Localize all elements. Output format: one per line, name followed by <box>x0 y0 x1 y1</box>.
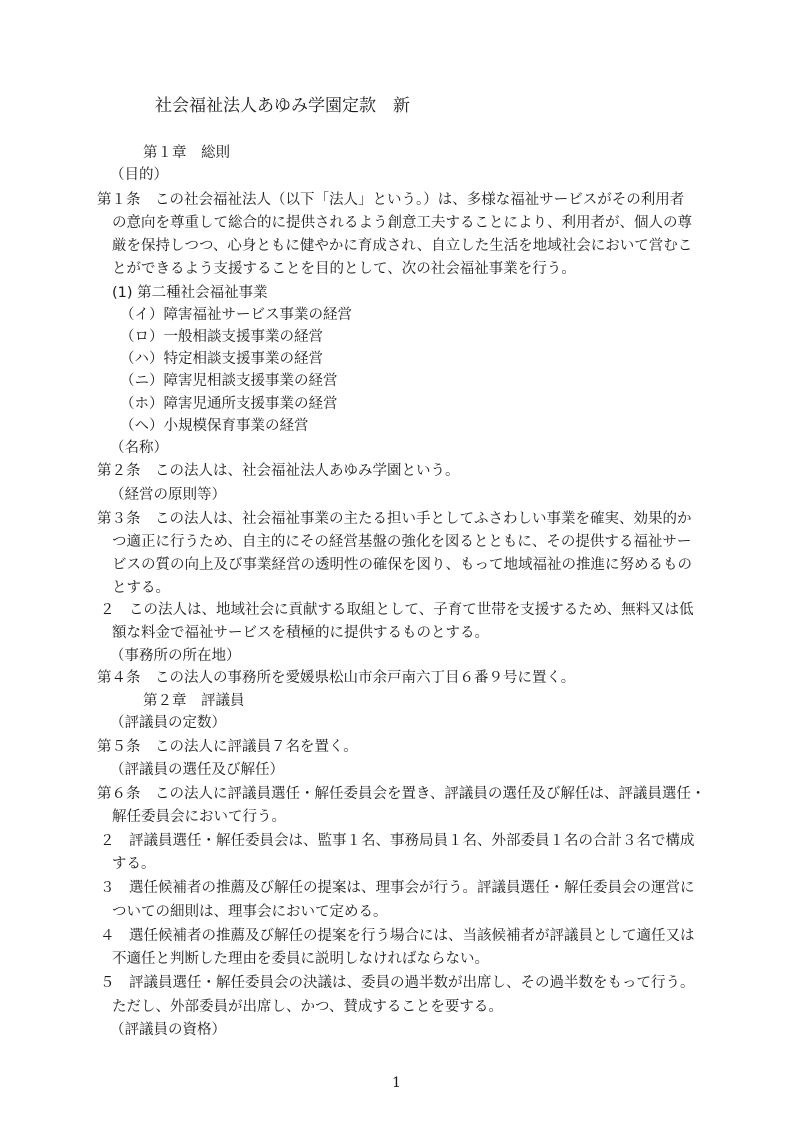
section-heading: （評議員の定数） <box>110 715 226 731</box>
article-text: 額な料金で福祉サービスを積極的に提供するものとする。 <box>112 625 489 641</box>
section-heading: （評議員の選任及び解任） <box>110 762 284 778</box>
article-text: ビスの質の向上及び事業経営の透明性の確保を図り、もって地域福祉の推進に努めるもの <box>112 557 692 573</box>
article-text: ３ 選任候補者の推薦及び解任の提案は、理事会が行う。評議員選任・解任委員会の運営に <box>100 880 695 896</box>
chapter-heading: 第１章 総則 <box>143 145 230 161</box>
list-item: （イ）障害福祉サービス事業の経営 <box>120 307 352 323</box>
article-text: 第６条 この法人に評議員選任・解任委員会を置き、評議員の選任及び解任は、評議員選任・ <box>97 786 706 802</box>
section-heading: （名称） <box>110 440 168 456</box>
article-text: つ適正に行うため、自主的にその経営基盤の強化を図るとともに、その提供する福祉サー <box>112 534 692 550</box>
article-text: 第２条 この法人は、社会福祉法人あゆみ学園という。 <box>97 463 460 479</box>
list-item: （ロ）一般相談支援事業の経営 <box>120 329 323 345</box>
article-text: 厳を保持しつつ、心身ともに健やかに育成され、自立した生活を地域社会において営むこ <box>112 238 693 254</box>
list-item: （ホ）障害児通所支援事業の経営 <box>120 396 338 412</box>
article-text: ついての細則は、理事会において定める。 <box>112 904 388 920</box>
article-text: ２ この法人は、地域社会に貢献する取組として、子育て世帯を支援するため、無料又は低 <box>100 602 694 618</box>
article-text: ２ 評議員選任・解任委員会は、監事１名、事務局員１名、外部委員１名の合計３名で構成 <box>100 833 695 849</box>
article-text: する。 <box>112 856 156 872</box>
article-text: 第１条 この社会福祉法人（以下「法人」という。）は、多様な福祉サービスがその利用者 <box>97 192 685 208</box>
article-text: ５ 評議員選任・解任委員会の決議は、委員の過半数が出席し、その過半数をもって行う。 <box>100 975 695 991</box>
article-text: とができるよう支援することを目的として、次の社会福祉事業を行う。 <box>112 261 576 277</box>
article-text: 解任委員会において行う。 <box>112 809 286 825</box>
list-item: （ハ）特定相談支援事業の経営 <box>120 351 323 367</box>
article-text: とする。 <box>112 580 170 596</box>
section-heading: （経営の原則等） <box>110 487 226 503</box>
section-heading: （評議員の資格） <box>110 1022 226 1038</box>
article-text: 第４条 この法人の事務所を愛媛県松山市余戸南六丁目６番９号に置く。 <box>97 670 576 686</box>
section-heading: （事務所の所在地） <box>110 648 241 664</box>
article-text: 第３条 この法人は、社会福祉事業の主たる担い手としてふさわしい事業を確実、効果的か <box>97 511 692 527</box>
document-title: 社会福祉法人あゆみ学園定款 新 <box>155 96 410 116</box>
list-item: （ニ）障害児相談支援事業の経営 <box>120 373 338 389</box>
article-text: ４ 選任候補者の推薦及び解任の提案を行う場合には、当該候補者が評議員として適任又は <box>100 928 695 944</box>
section-heading: （目的） <box>110 167 168 183</box>
list-heading: (1) 第二種社会福祉事業 <box>112 285 268 301</box>
list-item: （ヘ）小規模保育事業の経営 <box>120 418 309 434</box>
page-number: 1 <box>392 1075 401 1091</box>
article-text: 不適任と判断した理由を委員に説明しなければならない。 <box>112 951 489 967</box>
article-text: 第５条 この法人に評議員７名を置く。 <box>97 739 358 755</box>
article-text: ただし、外部委員が出席し、かつ、賛成することを要する。 <box>112 999 503 1015</box>
chapter-heading: 第２章 評議員 <box>143 693 245 709</box>
article-text: の意向を尊重して総合的に提供されるよう創意工夫することにより、利用者が、個人の尊 <box>112 215 692 231</box>
